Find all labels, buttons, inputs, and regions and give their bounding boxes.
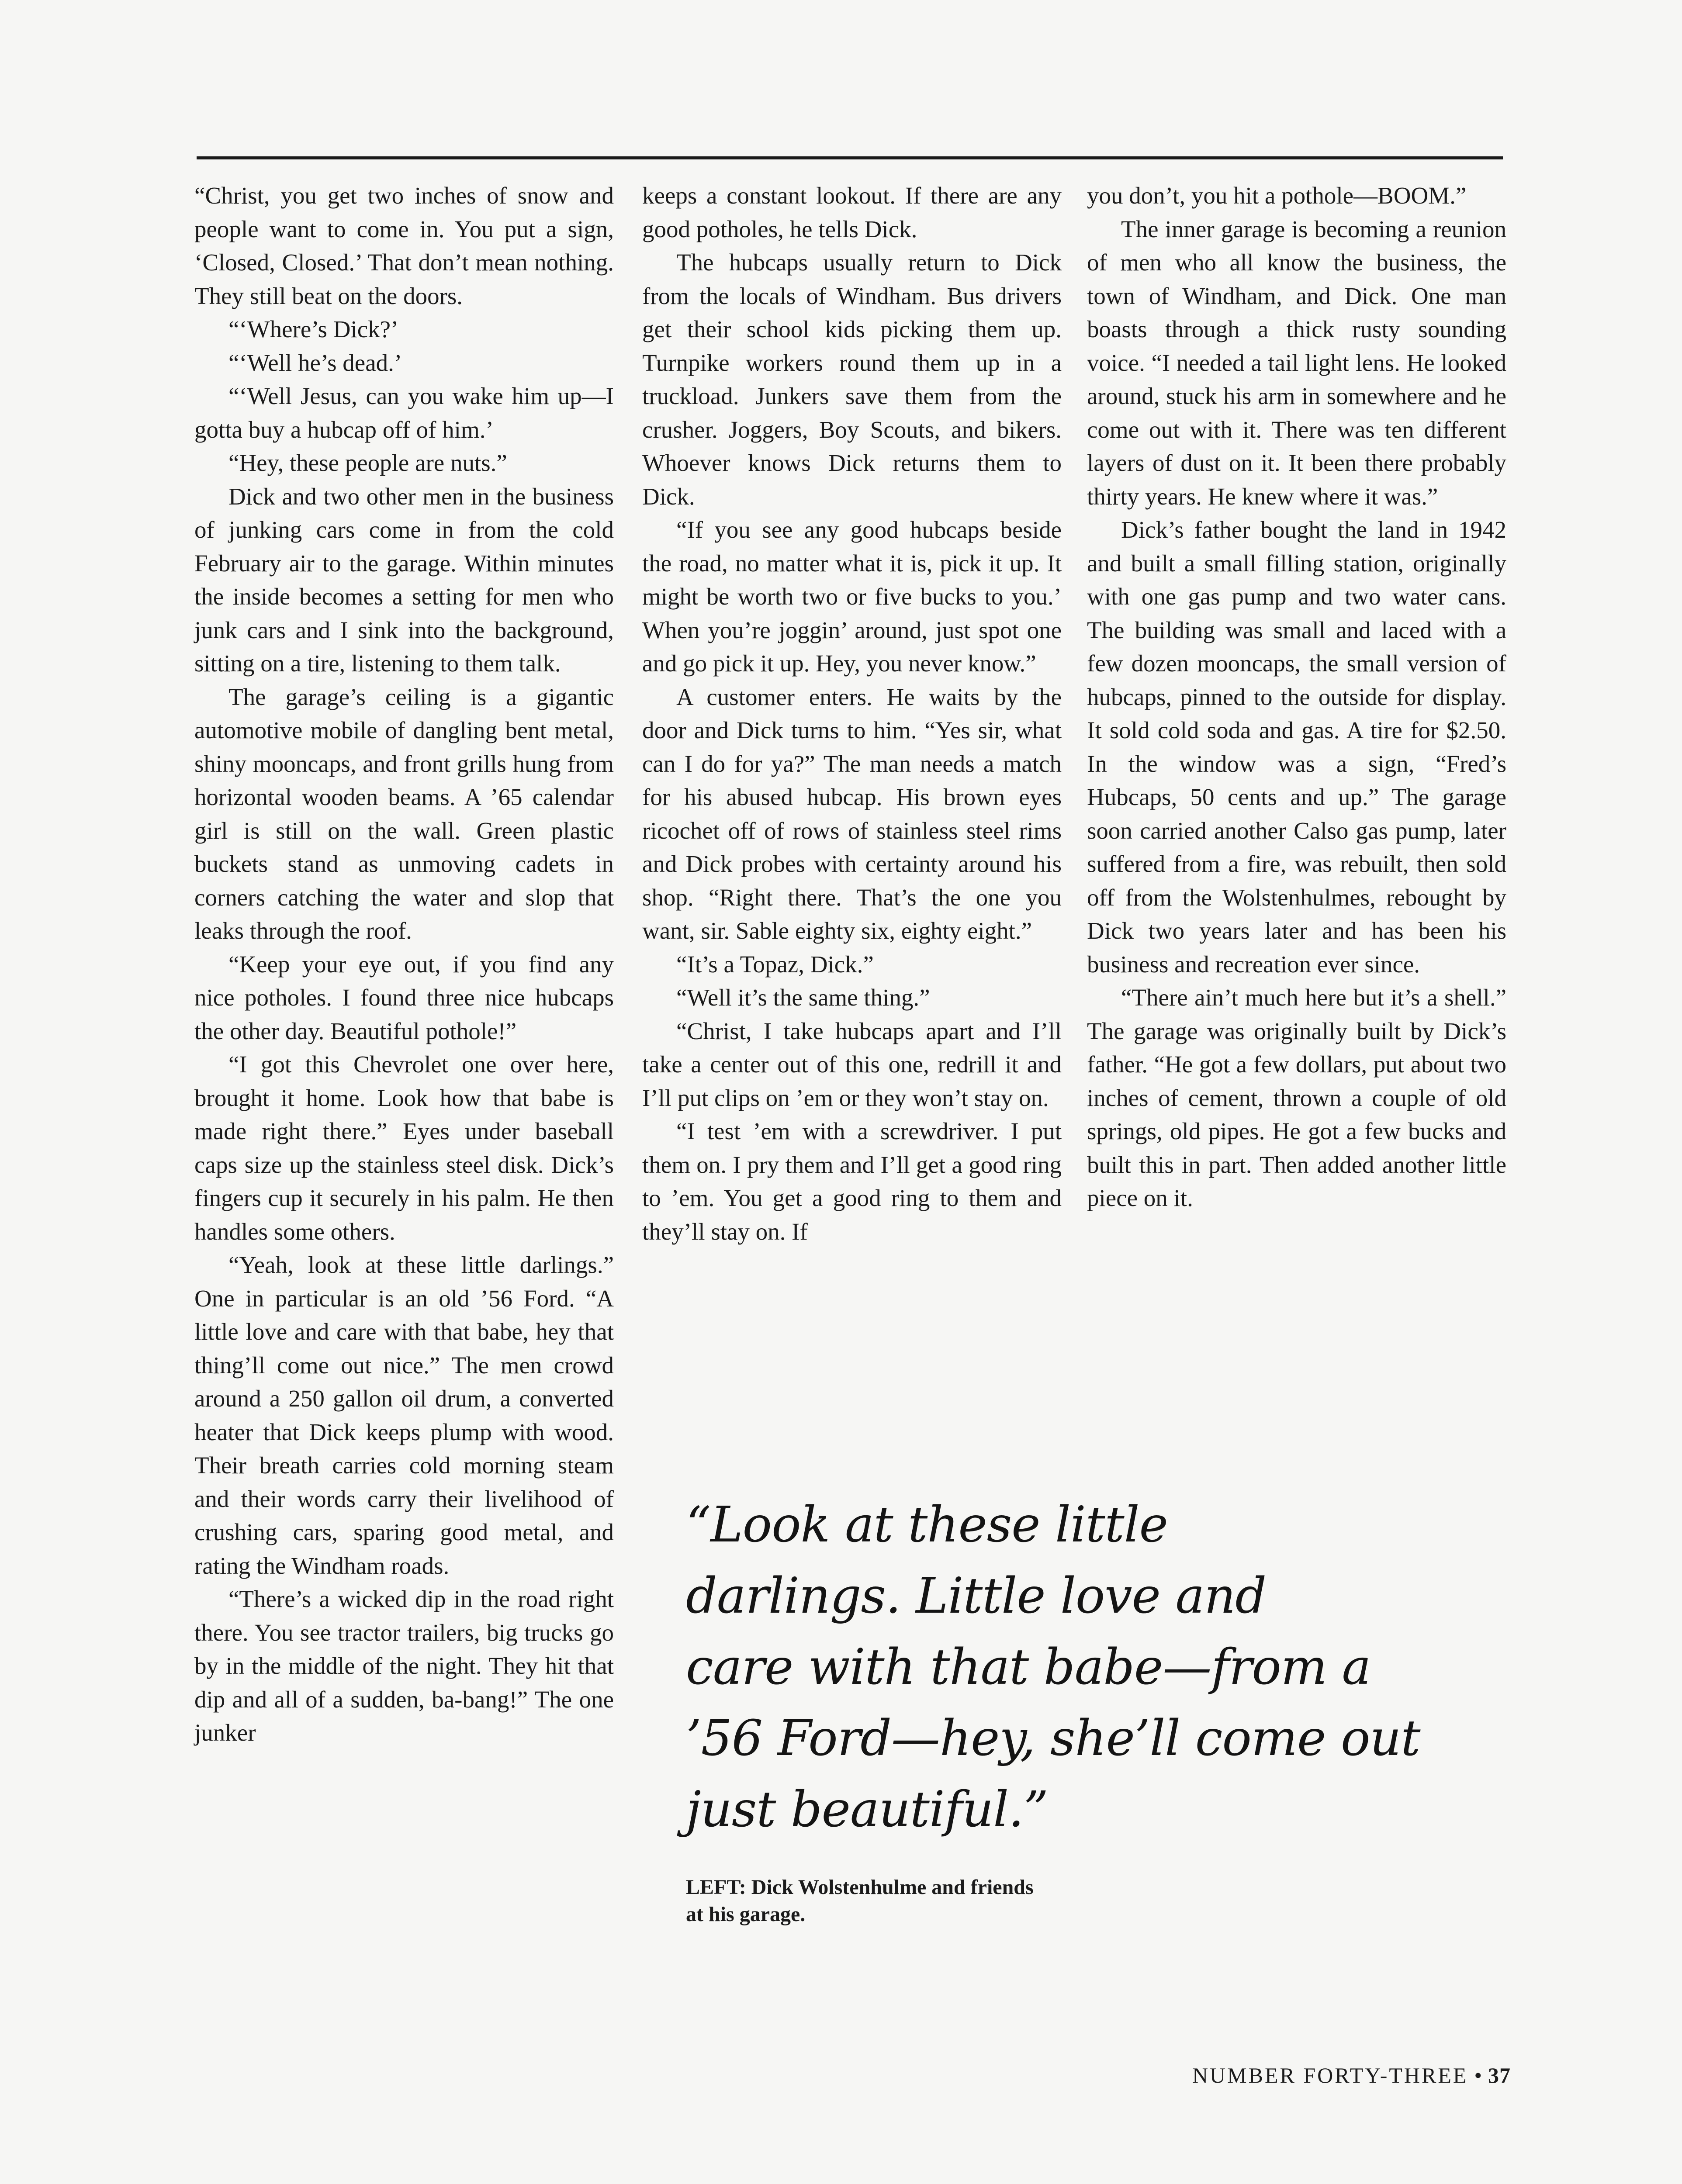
caption-line: LEFT: Dick Wolstenhulme and friends	[686, 1876, 1034, 1899]
caption-line: at his garage.	[686, 1903, 806, 1926]
paragraph: “I test ’em with a screwdriver. I put them on. I pry them and I’ll get a good ring to ’em. You get a good ring to them and they’ll stay on. If	[642, 1118, 1062, 1245]
paragraph: “Well it’s the same thing.”	[676, 984, 930, 1011]
paragraph: Dick’s father bought the land in 1942 and built a small filling station, originally with one gas pump and two water cans. The building was small and laced with a few dozen mooncaps, the small version of hubcaps, pinned to the outside for display. It sold cold soda and gas. A tire for $2.50. In the window was a sign, “Fred’s Hubcaps, 50 cents and up.” The garage soon carried another Calso gas pump, later suffered from a fire, was rebuilt, then sold off from the Wolstenhulmes, rebought by Dick two years later and has been his business and recreation ever since.	[1087, 516, 1506, 978]
pull-quote-line: ’56 Ford—hey, she’ll come out	[686, 1710, 1420, 1767]
paragraph: “Christ, I take hubcaps apart and I’ll take a center out of this one, redrill it and I’ll put clips on ’em or they won’t stay on.	[642, 1017, 1062, 1111]
pull-quote-line: care with that babe—from a	[686, 1639, 1371, 1696]
pull-quote-line: “Look at these little	[686, 1496, 1168, 1553]
page-number: 37	[1488, 2063, 1511, 2087]
paragraph: “‘Where’s Dick?’	[228, 316, 399, 342]
paragraph: The inner garage is becoming a reunion of men who all know the business, the town of Windham, and Dick. One man boasts through a thick rusty sounding voice. “I needed a tail light lens. He looked around, stuck his arm in somewhere and he come out with it. There was ten different layers of dust on it. It been there probably thirty years. He knew where it was.”	[1087, 215, 1506, 510]
paragraph: “There’s a wicked dip in the road right there. You see tractor trailers, big trucks go by in the middle of the night. They hit that dip and all of a sudden, ba-bang!” The one junker	[194, 1586, 614, 1746]
photo-caption	[686, 1874, 1210, 1928]
article-column-3	[1087, 179, 1506, 1215]
paragraph: “‘Well Jesus, can you wake him up—I gotta buy a hubcap off of him.’	[194, 383, 614, 443]
pull-quote-line: just beautiful.”	[686, 1781, 1048, 1838]
pull-quote-line: darlings. Little love and	[686, 1568, 1267, 1624]
paragraph: “If you see any good hubcaps beside the road, no matter what it is, pick it up. It might be worth two or five bucks to you.’ When you’re joggin’ around, just spot one and go pick it up. Hey, you never know.”	[642, 516, 1062, 677]
paragraph: “Yeah, look at these little darlings.” One in particular is an old ’56 Ford. “A little love and care with that babe, hey that thing’ll come out nice.” The men crowd around a 250 gallon oil drum, a converted heater that Dick keeps plump with wood. Their breath carries cold morning steam and their words carry their livelihood of crushing cars, sparing good metal, and rating the Windham roads.	[194, 1251, 614, 1579]
folio-separator: •	[1474, 2063, 1482, 2087]
paragraph: “Christ, you get two inches of snow and people want to come in. You put a sign, ‘Closed, Closed.’ That don’t mean nothing. They still beat on the doors.	[194, 182, 614, 309]
paragraph: “It’s a Topaz, Dick.”	[676, 950, 874, 978]
paragraph: A customer enters. He waits by the door and Dick turns to him. “Yes sir, what can I do for ya?” The man needs a match for his abused hubcap. His brown eyes ricochet off of rows of stainless steel rims and Dick probes with certainty around his shop. “Right there. That’s the one you want, sir. Sable eighty six, eighty eight.”	[642, 683, 1062, 944]
paragraph: “There ain’t much here but it’s a shell.” The garage was originally built by Dick’s father. “He got a few dollars, put about two inches of cement, thrown a couple of old springs, old pipes. He got a few bucks and built this in part. Then added another little piece on it.	[1087, 984, 1506, 1211]
paragraph: you don’t, you hit a pothole—BOOM.”	[1087, 182, 1467, 209]
pull-quote	[686, 1489, 1450, 1845]
paragraph: The hubcaps usually return to Dick from the locals of Windham. Bus drivers get their school kids picking them up. Turnpike workers round them up in a truckload. Junkers save them from the crusher. Joggers, Boy Scouts, and bikers. Whoever knows Dick returns them to Dick.	[642, 249, 1062, 510]
article-column-2	[642, 179, 1062, 1248]
issue-label: NUMBER FORTY-THREE	[1192, 2063, 1468, 2087]
paragraph: keeps a constant lookout. If there are any good potholes, he tells Dick.	[642, 182, 1062, 242]
article-column-1	[194, 179, 614, 1750]
paragraph: “Keep your eye out, if you find any nice potholes. I found three nice hubcaps the other day. Beautiful pothole!”	[194, 950, 614, 1044]
header-rule	[197, 156, 1503, 159]
paragraph: “Hey, these people are nuts.”	[228, 449, 507, 476]
paragraph: “I got this Chevrolet one over here, brought it home. Look how that babe is made right there.” Eyes under baseball caps size up the stainless steel disk. Dick’s fingers cup it securely in his palm. He then handles some others.	[194, 1051, 614, 1245]
page-folio	[1192, 2063, 1511, 2088]
paragraph: The garage’s ceiling is a gigantic automotive mobile of dangling bent metal, shiny mooncaps, and front grills hung from horizontal wooden beams. A ’65 calendar girl is still on the wall. Green plastic buckets stand as unmoving cadets in corners catching the water and slop that leaks through the roof.	[194, 683, 614, 944]
paragraph: “‘Well he’s dead.’	[228, 349, 402, 376]
paragraph: Dick and two other men in the business of junking cars come in from the cold February air to the garage. Within minutes the inside becomes a setting for men who junk cars and I sink into the background, sitting on a tire, listening to them talk.	[194, 483, 614, 677]
